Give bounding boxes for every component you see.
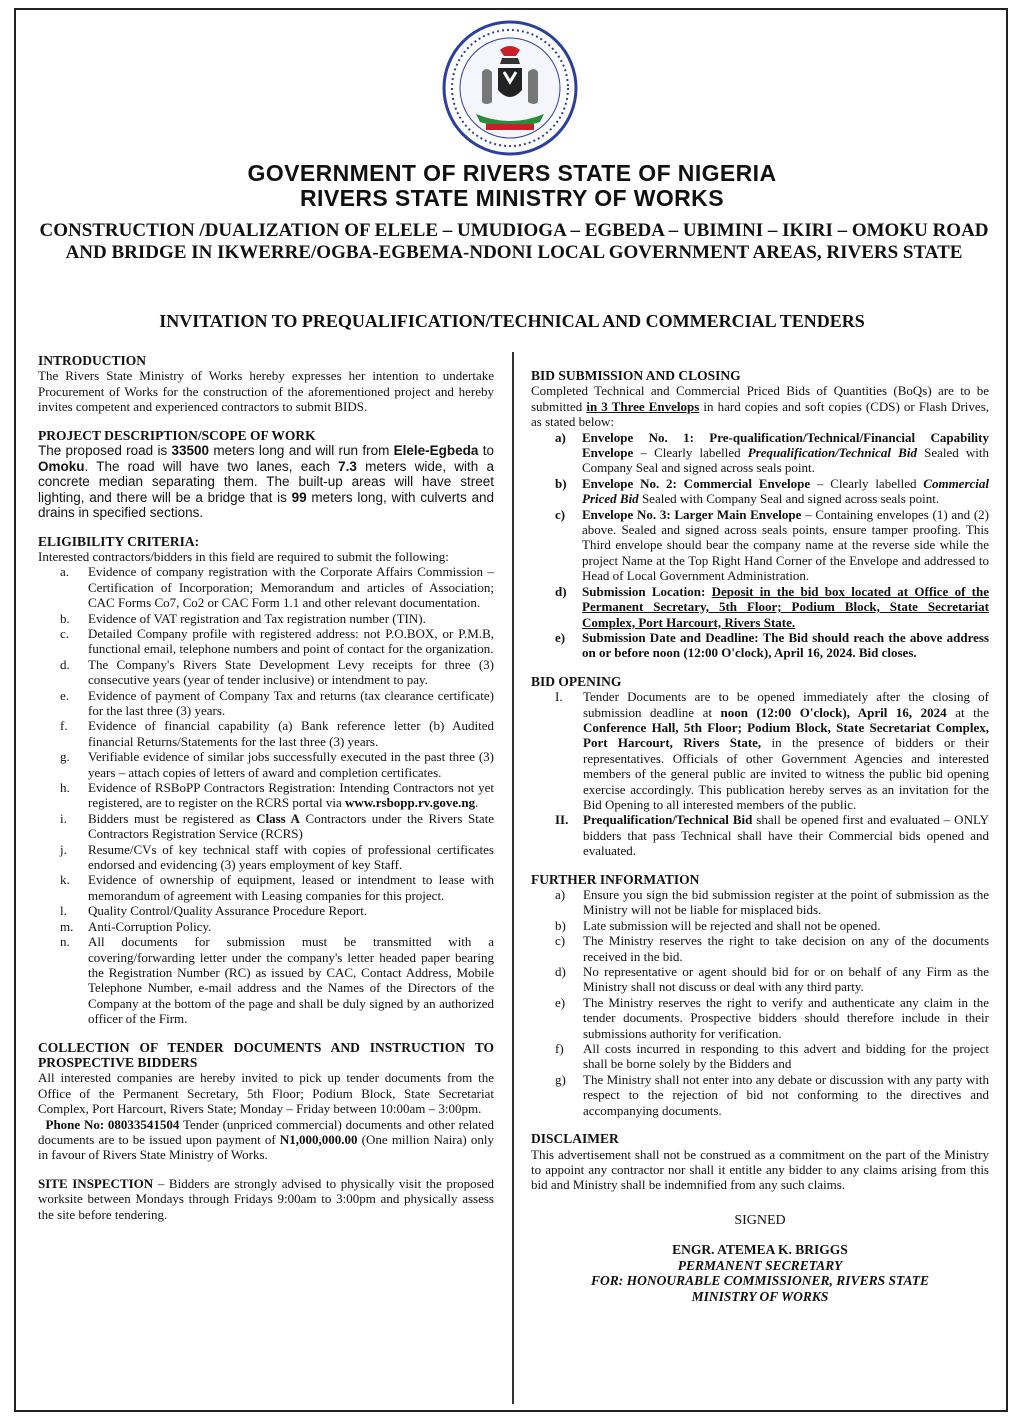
eligibility-intro: Interested contractors/bidders in this field are required to submit the following: xyxy=(38,548,449,564)
section-heading-bid-submission: BID SUBMISSION AND CLOSING xyxy=(531,368,741,383)
envelope-3-item: c) Envelope No. 3: Larger Main Envelope – Containing envelopes (1) and (2) above. Sealed and signed across seals points, ensure tamper proofing. This Third envelope should bear the company name at the reverse side while the project Name at the Top Right Hand Corner of the Envelope and addressed to Head of Local Government Administration. xyxy=(555,506,990,584)
collection-payment-text: Phone No: 08033541504 Tender (unpriced commercial) documents and other related documents are to be issued upon payment of N1,000,000.00 (One million Naira) only in favour of Rivers State Ministry of Works. xyxy=(38,1116,495,1163)
list-item: f) All costs incurred in responding to this advert and bidding for the project shall be borne solely by the Bidders and xyxy=(555,1041,989,1072)
column-divider xyxy=(512,352,514,1404)
list-item: d. The Company's Rivers State Development Levy receipts for three (3) consecutive years (year of tender inclusive) or intendment to pay. xyxy=(60,656,494,688)
list-item: c. Detailed Company profile with registered address: not P.O.BOX, or P.M.B, functional email, telephone numbers and point of contact for the organization. xyxy=(60,625,494,657)
rsbopp-portal-link: www.rsbopp.rv.gove.ng xyxy=(345,795,476,811)
signatory-title: PERMANENT SECRETARY xyxy=(677,1257,843,1273)
list-item: f. Evidence of financial capability (a) Bank reference letter (b) Audited financial Returns/Statements for the last three (3) years. xyxy=(60,718,494,749)
submission-location-item: d) Submission Location: Deposit in the bid box located at Office of the Permanent Secretary, 5th Floor; Podium Block, State Secretariat Complex, Port Harcourt, Rivers State. xyxy=(555,583,990,630)
signatory-ministry: MINISTRY OF WORKS xyxy=(691,1288,829,1304)
list-item: n. All documents for submission must be transmitted with a covering/forwarding letter under the company's letter headed paper bearing the Registration Number (RC) as issued by CAC, Contact Address, Mobile Telephone Number, e-mail address and the Names of the Directors of the Company at the bottom of the page and shall be duly signed by an authorized officer of the Firm. xyxy=(60,934,494,1027)
project-description: The proposed road is 33500 meters long and will run from Elele-Egbeda to Omoku. The road will have two lanes, each 7.3 meters wide, with a concrete median separating them. The built-up areas will have street lighting, and there will be a bridge that is 99 meters long, with culverts and drains in specified sections. xyxy=(38,443,495,521)
coat-of-arms-seal-icon xyxy=(442,20,578,156)
project-title: CONSTRUCTION /DUALIZATION OF ELELE – UMUDIOGA – EGBEDA – UBIMINI – IKIRI – OMOKU ROAD AND BRIDGE IN IKWERRE/OGBA-EGBEMA-NDONI LOCAL GOVERNMENT AREAS, RIVERS STATE xyxy=(39,220,989,263)
list-item: i. Bidders must be registered as Class A Contractors under the Rivers State Contractors Registration Service (RCRS) xyxy=(60,810,494,842)
list-item: e. Evidence of payment of Company Tax and returns (tax clearance certificate) for the last three (3) years. xyxy=(60,687,494,718)
signed-label: SIGNED xyxy=(734,1212,786,1228)
list-item: m. Anti-Corruption Policy. xyxy=(60,918,212,934)
list-item: a. Evidence of company registration with the Corporate Affairs Commission – Certification of Incorporation; Memorandum and articles of Association; CAC Forms Co7, Co2 or CAC Form 1.1 and other relevant documentation. xyxy=(60,564,494,611)
signatory-for: FOR: HONOURABLE COMMISSIONER, RIVERS STATE xyxy=(591,1273,929,1289)
bid-opening-item: II. Prequalification/Technical Bid shall be opened first and evaluated – ONLY bidders that pass Technical shall have their Commercial bids opened and evaluated. xyxy=(555,812,989,859)
left-column xyxy=(38,353,494,1222)
envelope-1-item: a) Envelope No. 1: Pre-qualification/Technical/Financial Capability Envelope – Clearly labelled Prequalification/Technical Bid Sealed with Company Seal and signed across seals point. xyxy=(555,429,989,476)
collection-text: All interested companies are hereby invited to pick up tender documents from the Office of the Permanent Secretary, 5th Floor; Podium Block, State Secretariat Complex, Port Harcourt, Rivers State; Monday – Friday between 10:00am – 3:00pm. xyxy=(38,1070,494,1117)
list-item: b. Evidence of VAT registration and Tax registration number (TIN). xyxy=(60,610,426,626)
section-heading-introduction: INTRODUCTION xyxy=(38,353,147,368)
list-item: k. Evidence of ownership of equipment, leased or intendment to lease with memorandum of agreement with Leasing companies for this project. xyxy=(60,872,494,903)
section-heading-bid-opening: BID OPENING xyxy=(531,673,622,689)
list-item: h. Evidence of RSBoPP Contractors Registration: Intending Contractors not yet registered, are to register on the RCRS portal via www.rsbopp.rv.gove.ng. xyxy=(60,780,494,811)
tender-fee: N1,000,000.00 xyxy=(279,1131,358,1147)
list-item: g) The Ministry shall not enter into any debate or discussion with any party with respect to the rejection of bid not conforming to the directives and accompanying documents. xyxy=(555,1071,989,1118)
invitation-heading: INVITATION TO PREQUALIFICATION/TECHNICAL AND COMMERCIAL TENDERS xyxy=(159,311,865,331)
list-item: d) No representative or agent should bid for or on behalf of any Firm as the Ministry shall not discuss or deal with any third party. xyxy=(555,964,989,995)
list-item: c) The Ministry reserves the right to take decision on any of the documents received in the bid. xyxy=(555,933,989,964)
signatory-name: ENGR. ATEMEA K. BRIGGS xyxy=(672,1242,848,1258)
envelope-2-item: b) Envelope No. 2: Commercial Envelope – Clearly labelled Commercial Priced Bid Sealed with Company Seal and signed across seals point. xyxy=(555,475,989,507)
phone-number: Phone No: 08033541504 xyxy=(45,1116,180,1132)
list-item: a) Ensure you sign the bid submission register at the point of submission as the Ministry will not be liable for misplaced bids. xyxy=(555,887,989,918)
submission-deadline-item: e) Submission Date and Deadline: The Bid should reach the above address on or before noon (12:00 O'clock), April 16, 2024. Bid closes. xyxy=(555,629,989,661)
list-item: e) The Ministry reserves the right to verify and authenticate any claim in the tender documents. Prospective bidders should therefore include in their submissions authority for verification. xyxy=(555,994,989,1041)
section-heading-disclaimer: DISCLAIMER xyxy=(531,1131,619,1147)
bid-submission-intro: Completed Technical and Commercial Priced Bids of Quantities (BoQs) are to be submitted in 3 Three Envelops in hard copies and soft copies (CDS) or Flash Drives, as stated below: xyxy=(531,383,989,430)
list-item: j. Resume/CVs of key technical staff with copies of professional certificates endorsed and evidencing (3) years employment of key Staff. xyxy=(60,841,494,873)
government-heading: GOVERNMENT OF RIVERS STATE OF NIGERIA xyxy=(247,160,777,186)
introduction-text: The Rivers State Ministry of Works hereby expresses her intention to undertake Procurement of Works for the construction of the aforementioned project and hereby invites competent and experienced contractors to submit BIDS. xyxy=(38,368,494,415)
section-heading-collection: COLLECTION OF TENDER DOCUMENTS AND INSTRUCTION TO PROSPECTIVE BIDDERS xyxy=(38,1039,494,1070)
right-column xyxy=(531,368,989,1304)
list-item: b) Late submission will be rejected and shall not be opened. xyxy=(555,917,881,933)
section-heading-project: PROJECT DESCRIPTION/SCOPE OF WORK xyxy=(38,427,316,443)
site-inspection: SITE INSPECTION – Bidders are strongly advised to physically visit the proposed worksite between Mondays through Fridays 9:00am to 3:00pm and physically assess the site before tendering. xyxy=(38,1175,494,1222)
section-heading-eligibility: ELIGIBILITY CRITERIA: xyxy=(38,533,200,549)
list-item: g. Verifiable evidence of similar jobs successfully executed in the past three (3) years – attach copies of letters of award and completion certificates. xyxy=(60,749,494,780)
disclaimer-text: This advertisement shall not be construed as a commitment on the part of the Ministry to appoint any contractor nor shall it entitle any bidder to any claims arising from this bid and Ministry shall be indemnified from any such claims. xyxy=(531,1146,989,1193)
bid-opening-item: I. Tender Documents are to be opened immediately after the closing of submission deadline at noon (12:00 O'clock), April 16, 2024 at the Conference Hall, 5th Floor; Podium Block, State Secretariat Complex, Port Harcourt, Rivers State, in the presence of bidders or their representatives. Officials of other Government Agencies and interested members of the general public are invited to witness the public bid opening exercise accordingly. This publication hereby serves as an invitation for the Bid Opening to all interested members of the public. xyxy=(555,689,990,812)
ministry-heading: RIVERS STATE MINISTRY OF WORKS xyxy=(300,185,724,211)
section-heading-further-information: FURTHER INFORMATION xyxy=(531,871,700,887)
list-item: l. Quality Control/Quality Assurance Procedure Report. xyxy=(60,903,368,919)
